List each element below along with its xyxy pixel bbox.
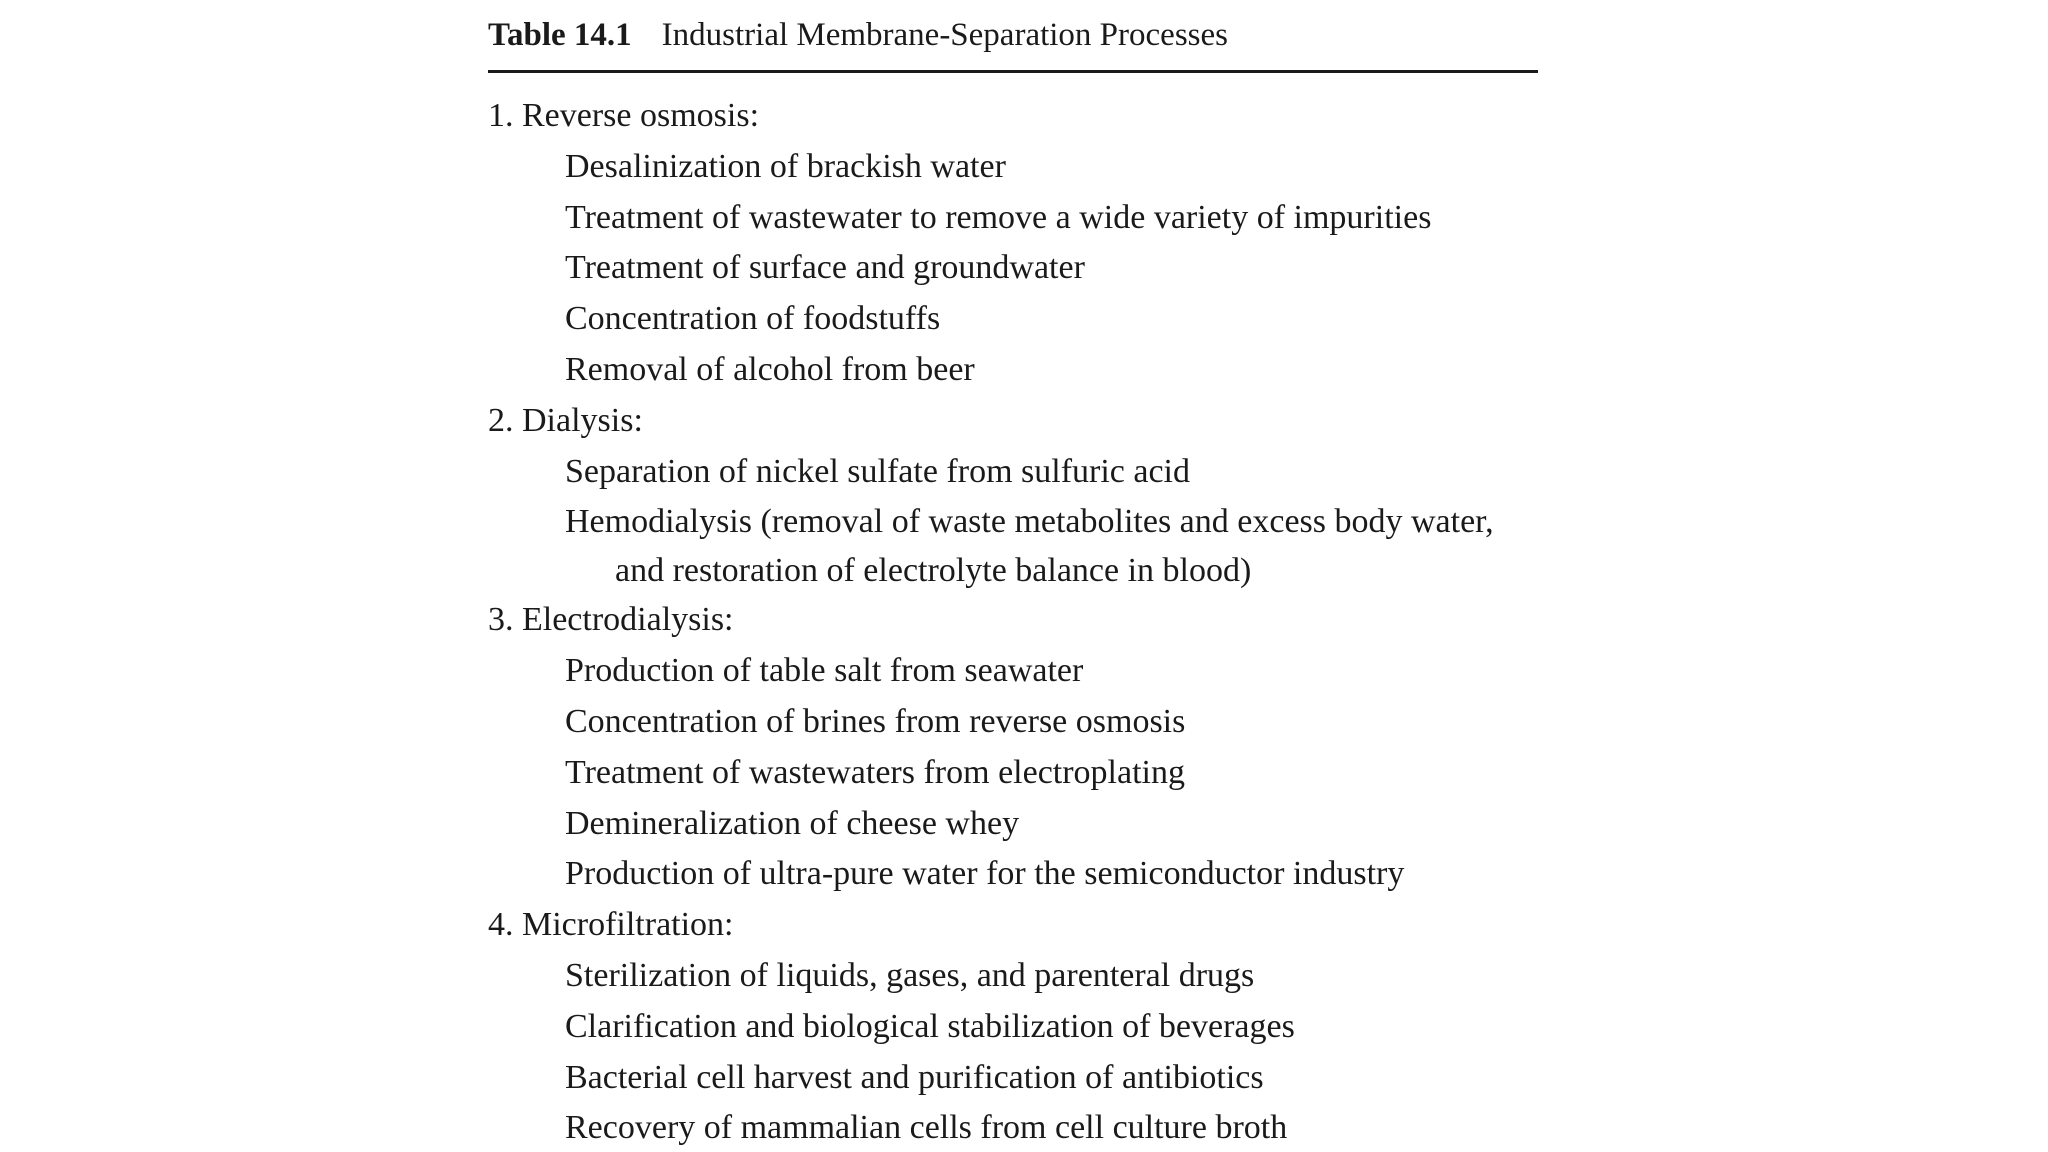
section-heading-microfiltration: 4. Microfiltration: [488, 906, 734, 944]
section-heading-electrodialysis: 3. Electrodialysis: [488, 601, 734, 639]
list-item: Recovery of mammalian cells from cell culture broth [565, 1109, 1288, 1147]
list-item: Demineralization of cheese whey [565, 804, 1020, 842]
list-item: Production of ultra-pure water for the semiconductor industry [565, 855, 1405, 893]
list-item: Clarification and biological stabilization of beverages [565, 1007, 1295, 1045]
table-caption [488, 0, 1538, 70]
caption-rule [488, 70, 1538, 73]
table-title: Industrial Membrane-Separation Processes [661, 16, 1228, 53]
list-item: Concentration of brines from reverse osmosis [565, 702, 1186, 740]
list-item: Desalinization of brackish water [565, 147, 1006, 185]
list-item: Treatment of surface and groundwater [565, 249, 1085, 287]
list-item: Removal of alcohol from beer [565, 350, 975, 388]
list-item-text: Hemodialysis (removal of waste metabolites and excess body water, and restoration of electrolyte balance in blood) [565, 503, 1494, 590]
table-14-1 [488, 0, 1538, 1152]
list-item: Production of table salt from seawater [565, 652, 1084, 690]
list-item: Treatment of wastewater to remove a wide variety of impurities [565, 198, 1432, 236]
section-heading-dialysis: 2. Dialysis: [488, 401, 643, 439]
list-item [488, 497, 1525, 595]
list-item: Sterilization of liquids, gases, and parenteral drugs [565, 956, 1255, 994]
section-heading-reverse-osmosis: 1. Reverse osmosis: [488, 97, 760, 134]
list-item: Treatment of wastewaters from electroplating [565, 753, 1185, 791]
list-item: Concentration of foodstuffs [565, 300, 941, 338]
table-number: Table 14.1 [488, 16, 632, 53]
table-body [488, 91, 1538, 1152]
list-item: Bacterial cell harvest and purification of antibiotics [565, 1058, 1264, 1096]
list-item: Separation of nickel sulfate from sulfuric acid [565, 452, 1190, 490]
